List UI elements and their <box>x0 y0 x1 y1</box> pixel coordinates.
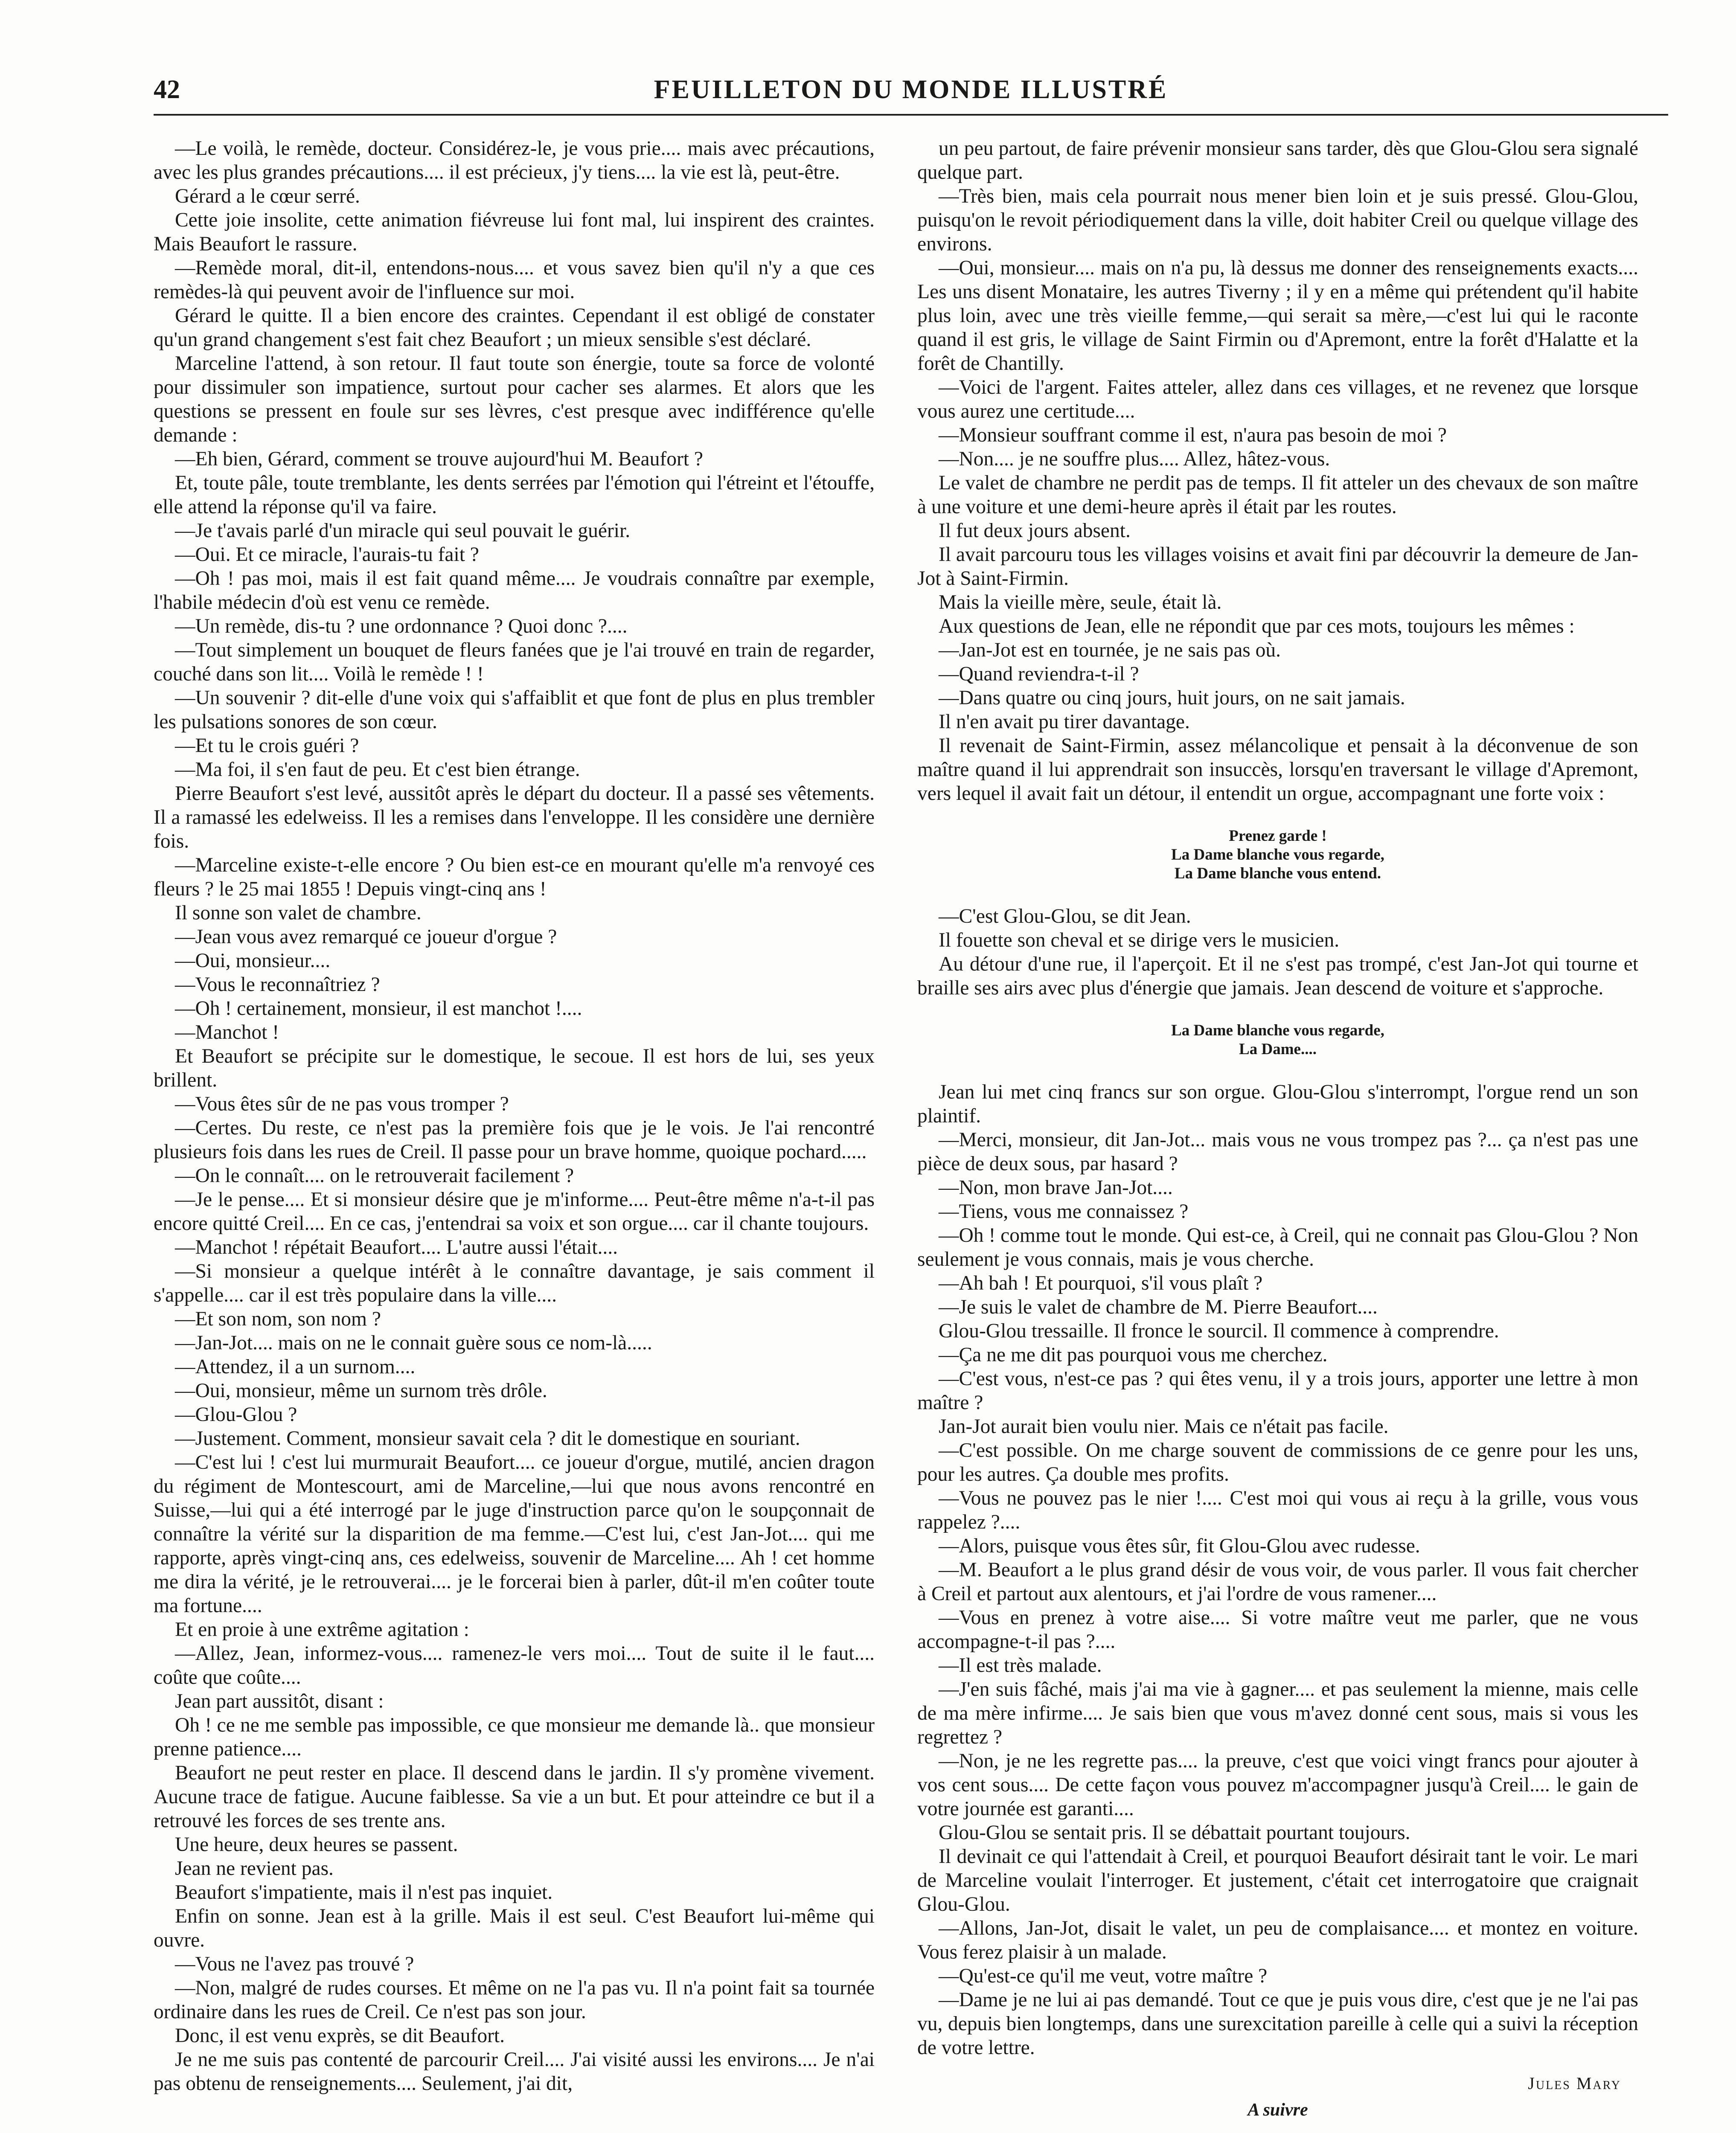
paragraph: Il n'en avait pu tirer davantage. <box>939 711 1190 733</box>
paragraph: —Manchot ! <box>175 1021 279 1043</box>
paragraph: —Je t'avais parlé d'un miracle qui seul pouvait le guérir. <box>175 520 631 542</box>
paragraph: —Et tu le crois guéri ? <box>175 735 359 757</box>
paragraph: Il fouette son cheval et se dirige vers le musicien. <box>939 929 1340 951</box>
paragraph: —C'est possible. On me charge souvent de commissions de ce genre pour les uns, pour les autres. Ça double mes profits. <box>917 1439 1638 1485</box>
paragraph: —Non, mon brave Jan-Jot.... <box>939 1177 1173 1199</box>
paragraph: —Quand reviendra-t-il ? <box>939 663 1139 685</box>
song-verse-1 <box>917 827 1638 883</box>
paragraph: —Certes. Du reste, ce n'est pas la première fois que je le vois. Je l'ai rencontré plusieurs fois dans les rues de Creil. Il passe pour un brave homme, quoique pochard..... <box>154 1117 875 1163</box>
paragraph: —Glou-Glou ? <box>175 1404 297 1426</box>
paragraph: —Vous êtes sûr de ne pas vous tromper ? <box>175 1093 509 1115</box>
paragraph: —Oui, monsieur, même un surnom très drôle. <box>175 1380 547 1402</box>
verse-line: La Dame blanche vous entend. <box>1174 865 1381 882</box>
paragraph: Je ne me suis pas contenté de parcourir Creil.... J'ai visité aussi les environs.... Je n'ai pas obtenu de renseignements.... Seulement, j'ai dit, <box>154 2049 875 2095</box>
paragraph: —Tout simplement un bouquet de fleurs fanées que je l'ai trouvé en train de regarder, couché dans son lit.... Voilà le remède ! ! <box>154 639 875 685</box>
paragraph: —Manchot ! répétait Beaufort.... L'autre aussi l'était.... <box>175 1236 618 1258</box>
author-signature: Jules Mary <box>1528 2074 1621 2093</box>
paragraph: —C'est vous, n'est-ce pas ? qui êtes venu, il y a trois jours, apporter une lettre à mon maître ? <box>917 1368 1638 1414</box>
paragraph: —Non, je ne les regrette pas.... la preuve, c'est que voici vingt francs pour ajouter à vos cent sous.... De cette façon vous pouvez m'accompagner jusqu'à Creil.... le gain de votre journée est garanti.... <box>917 1750 1638 1820</box>
paragraph: —Allons, Jan-Jot, disait le valet, un peu de complaisance.... et montez en voiture. Vous ferez plaisir à un malade. <box>917 1917 1638 1963</box>
paragraph: Jean ne revient pas. <box>175 1857 334 1880</box>
paragraph: —Très bien, mais cela pourrait nous mener bien loin et je suis pressé. Glou-Glou, puisqu'on le revoit périodiquement dans la ville, doit habiter Creil ou quelque village des environs. <box>917 185 1638 255</box>
paragraph: Il sonne son valet de chambre. <box>175 902 422 924</box>
paragraph: —Un souvenir ? dit-elle d'une voix qui s'affaiblit et que font de plus en plus trembler les pulsations sonores de son cœur. <box>154 687 875 733</box>
paragraph: —Jan-Jot est en tournée, je ne sais pas où. <box>939 639 1281 661</box>
paragraph: —Oh ! comme tout le monde. Qui est-ce, à Creil, qui ne connait pas Glou-Glou ? Non seulement je vous connais, mais je vous cherche. <box>917 1224 1638 1270</box>
verse-line: Prenez garde ! <box>1229 827 1327 845</box>
to-be-continued: A suivre <box>1247 2100 1308 2120</box>
paragraph: —C'est Glou-Glou, se dit Jean. <box>939 905 1191 927</box>
paragraph: —Un remède, dis-tu ? une ordonnance ? Quoi donc ?.... <box>175 615 628 637</box>
paragraph: —Oh ! certainement, monsieur, il est manchot !.... <box>175 997 582 1020</box>
verse-line: La Dame blanche vous regarde, <box>1171 1022 1384 1039</box>
paragraph: Il fut deux jours absent. <box>939 520 1131 542</box>
running-title: FEUILLETON DU MONDE ILLUSTRÉ <box>654 75 1168 104</box>
paragraph: —M. Beaufort a le plus grand désir de vous voir, de vous parler. Il vous fait chercher à Creil et partout aux alentours, et j'ai l'ordre de vous ramener.... <box>917 1559 1638 1605</box>
paragraph: un peu partout, de faire prévenir monsieur sans tarder, dès que Glou-Glou sera signalé quelque part. <box>917 137 1638 183</box>
paragraph: —Et son nom, son nom ? <box>175 1308 381 1330</box>
paragraph: —Je suis le valet de chambre de M. Pierre Beaufort.... <box>939 1296 1378 1318</box>
paragraph: Il revenait de Saint-Firmin, assez mélancolique et pensait à la déconvenue de son maître quand il lui apprendrait son insuccès, lorsqu'en traversant le village d'Apremont, vers lequel il avait fait un détour, il entendit un orgue, accompagnant une forte voix : <box>917 735 1638 805</box>
paragraph: —Vous le reconnaîtriez ? <box>175 974 380 996</box>
paragraph: —Attendez, il a un surnom.... <box>175 1356 416 1378</box>
paragraph: —Oui, monsieur.... <box>175 950 331 972</box>
paragraph: Il devinait ce qui l'attendait à Creil, et pourquoi Beaufort désirait tant le voir. Le mari de Marceline voulait l'interroger. Et justement, c'était cet interrogatoire que craignait Glou-Glou. <box>917 1845 1638 1915</box>
paragraph: Aux questions de Jean, elle ne répondit que par ces mots, toujours les mêmes : <box>939 615 1575 637</box>
header-rule <box>154 114 1668 116</box>
paragraph: Gérard le quitte. Il a bien encore des craintes. Cependant il est obligé de constater qu'un grand changement s'est fait chez Beaufort ; un mieux sensible s'est déclaré. <box>154 305 875 351</box>
paragraph: Jean lui met cinq francs sur son orgue. Glou-Glou s'interrompt, l'orgue rend un son plaintif. <box>917 1081 1638 1127</box>
paragraph: —Jan-Jot.... mais on ne le connait guère sous ce nom-là..... <box>175 1332 652 1354</box>
paragraph: —Je le pense.... Et si monsieur désire que je m'informe.... Peut-être même n'a-t-il pas encore quitté Creil.... En ce cas, j'entendrai sa voix et son orgue.... car il chante toujours. <box>154 1189 875 1235</box>
paragraph: —Justement. Comment, monsieur savait cela ? dit le domestique en souriant. <box>175 1427 800 1450</box>
paragraph: —Ma foi, il s'en faut de peu. Et c'est bien étrange. <box>175 758 580 781</box>
paragraph: —Oui. Et ce miracle, l'aurais-tu fait ? <box>175 543 479 566</box>
paragraph: —On le connaît.... on le retrouverait facilement ? <box>175 1165 574 1187</box>
paragraph: —Voici de l'argent. Faites atteler, allez dans ces villages, et ne revenez que lorsque vous aurez une certitude.... <box>917 376 1638 422</box>
paragraph: —Remède moral, dit-il, entendons-nous.... et vous savez bien qu'il n'y a que ces remèdes-là qui peuvent avoir de l'influence sur moi. <box>154 257 875 303</box>
paragraph: Glou-Glou tressaille. Il fronce le sourcil. Il commence à comprendre. <box>939 1320 1499 1342</box>
paragraph: Au détour d'une rue, il l'aperçoit. Et il ne s'est pas trompé, c'est Jan-Jot qui tourne et braille ses airs avec plus d'énergie que jamais. Jean descend de voiture et s'approche. <box>917 953 1638 999</box>
paragraph: —Non.... je ne souffre plus.... Allez, hâtez-vous. <box>939 448 1330 470</box>
paragraph: Enfin on sonne. Jean est à la grille. Mais il est seul. C'est Beaufort lui-même qui ouvre. <box>154 1905 875 1951</box>
paragraph: Une heure, deux heures se passent. <box>175 1834 458 1856</box>
paragraph: —Vous en prenez à votre aise.... Si votre maître veut me parler, que ne vous accompagne-t-il pas ?.... <box>917 1607 1638 1653</box>
paragraph: —Dame je ne lui ai pas demandé. Tout ce que je puis vous dire, c'est que je ne l'ai pas vu, depuis bien longtemps, dans une surexcitation pareille à celle qui a suivi la réception de votre lettre. <box>917 1989 1638 2059</box>
right-column-text-b <box>917 904 1638 1000</box>
paragraph: Et, toute pâle, toute tremblante, les dents serrées par l'émotion qui l'étreint et l'étouffe, elle attend la réponse qu'il va faire. <box>154 472 875 518</box>
paragraph: Marceline l'attend, à son retour. Il faut toute son énergie, toute sa force de volonté pour dissimuler son impatience, surtout pour cacher ses alarmes. Et alors que les questions se pressent en foule sur ses lèvres, c'est presque avec indifférence qu'elle demande : <box>154 352 875 446</box>
paragraph: —Vous ne pouvez pas le nier !.... C'est moi qui vous ai reçu à la grille, vous vous rappelez ?.... <box>917 1487 1638 1533</box>
paragraph: Le valet de chambre ne perdit pas de temps. Il fit atteler un des chevaux de son maître à une voiture et une demi-heure après il était par les routes. <box>917 472 1638 518</box>
paragraph: —Monsieur souffrant comme il est, n'aura pas besoin de moi ? <box>939 424 1447 446</box>
paragraph: —Qu'est-ce qu'il me veut, votre maître ? <box>939 1965 1268 1987</box>
paragraph: —Vous ne l'avez pas trouvé ? <box>175 1953 414 1975</box>
paragraph: —Non, malgré de rudes courses. Et même on ne l'a pas vu. Il n'a point fait sa tournée ordinaire dans les rues de Creil. Ce n'est pas son jour. <box>154 1977 875 2023</box>
paragraph: Jean part aussitôt, disant : <box>175 1690 384 1712</box>
paragraph: Glou-Glou se sentait pris. Il se débattait pourtant toujours. <box>939 1822 1410 1844</box>
page-header <box>154 75 1668 122</box>
paragraph: —Si monsieur a quelque intérêt à le connaître davantage, je sais comment il s'appelle.... car il est très populaire dans la ville.... <box>154 1260 875 1306</box>
paragraph: Et Beaufort se précipite sur le domestique, le secoue. Il est hors de lui, ses yeux brillent. <box>154 1045 875 1091</box>
paragraph: Oh ! ce ne me semble pas impossible, ce que monsieur me demande là.. que monsieur prenne patience.... <box>154 1714 875 1760</box>
paragraph: Donc, il est venu exprès, se dit Beaufort. <box>175 2025 505 2047</box>
right-column-text-c <box>917 1080 1638 2060</box>
paragraph: —Le voilà, le remède, docteur. Considérez-le, je vous prie.... mais avec précautions, avec les plus grandes précautions.... il est précieux, j'y tiens.... la vie est là, peut-être. <box>154 137 875 183</box>
paragraph: —Tiens, vous me connaissez ? <box>939 1200 1189 1223</box>
paragraph: Il avait parcouru tous les villages voisins et avait fini par découvrir la demeure de Jan-Jot à Saint-Firmin. <box>917 543 1638 590</box>
paragraph: Pierre Beaufort s'est levé, aussitôt après le départ du docteur. Il a passé ses vêtements. Il a ramassé les edelweiss. Il les a remises dans l'enveloppe. Il les considère une dernière fois. <box>154 782 875 852</box>
paragraph: Beaufort ne peut rester en place. Il descend dans le jardin. Il s'y promène vivement. Aucune trace de fatigue. Aucune faiblesse. Sa vie a un but. Et pour atteindre ce but il a retrouvé les forces de ses trente ans. <box>154 1762 875 1832</box>
paragraph: —Alors, puisque vous êtes sûr, fit Glou-Glou avec rudesse. <box>939 1535 1420 1557</box>
paragraph: —Dans quatre ou cinq jours, huit jours, on ne sait jamais. <box>939 687 1405 709</box>
paragraph: Mais la vieille mère, seule, était là. <box>939 591 1222 613</box>
paragraph: —J'en suis fâché, mais j'ai ma vie à gagner.... et pas seulement la mienne, mais celle de ma mère infirme.... Je sais bien que vous m'avez donné cent sous, mais si vous les regrettez ? <box>917 1678 1638 1748</box>
paragraph: —Marceline existe-t-elle encore ? Ou bien est-ce en mourant qu'elle m'a renvoyé ces fleurs ? le 25 mai 1855 ! Depuis vingt-cinq ans ! <box>154 854 875 900</box>
paragraph: —Allez, Jean, informez-vous.... ramenez-le vers moi.... Tout de suite il le faut.... coûte que coûte.... <box>154 1642 875 1688</box>
paragraph: Beaufort s'impatiente, mais il n'est pas inquiet. <box>175 1881 553 1903</box>
paragraph: —Oh ! pas moi, mais il est fait quand même.... Je voudrais connaître par exemple, l'habile médecin d'où est venu ce remède. <box>154 567 875 613</box>
paragraph: Jan-Jot aurait bien voulu nier. Mais ce n'était pas facile. <box>939 1415 1389 1438</box>
paragraph: —Oui, monsieur.... mais on n'a pu, là dessus me donner des renseignements exacts.... Les uns disent Monataire, les autres Tiverny ; il y en a même qui prétendent qu'il habite plus loin, avec une très vieille femme,—qui serait sa mère,—c'est lui qui le raconte quand il est gris, le village de Saint Firmin ou d'Apremont, entre la forêt d'Halatte et la forêt de Chantilly. <box>917 257 1638 375</box>
paragraph: Cette joie insolite, cette animation fiévreuse lui font mal, lui inspirent des craintes. Mais Beaufort le rassure. <box>154 209 875 255</box>
paragraph: —Eh bien, Gérard, comment se trouve aujourd'hui M. Beaufort ? <box>175 448 703 470</box>
right-column <box>917 137 1638 2133</box>
page-number: 42 <box>154 75 180 104</box>
paragraph: —C'est lui ! c'est lui murmurait Beaufort.... ce joueur d'orgue, mutilé, ancien dragon du régiment de Montescourt, ami de Marceline,—lui que nous avons rencontré en Suisse,—lui qui a été interrogé par le juge d'instruction parce qu'on le soupçonnait de connaître la vérité sur la disparition de ma femme.—C'est lui, c'est Jan-Jot.... qui me rapporte, après vingt-cinq ans, ces edelweiss, souvenir de Marceline.... Ah ! cet homme me dira la vérité, je le retrouverai.... je le forcerai bien à parler, dût-il m'en coûter toute ma fortune.... <box>154 1451 875 1617</box>
paragraph: Gérard a le cœur serré. <box>175 185 360 207</box>
paragraph: Et en proie à une extrême agitation : <box>175 1619 469 1641</box>
verse-line: La Dame blanche vous regarde, <box>1171 846 1384 863</box>
paragraph: —Merci, monsieur, dit Jan-Jot... mais vous ne vous trompez pas ?... ça n'est pas une pièce de deux sous, par hasard ? <box>917 1129 1638 1175</box>
left-column <box>154 137 875 2133</box>
paragraph: —Ah bah ! Et pourquoi, s'il vous plaît ? <box>939 1272 1263 1294</box>
right-column-text-a <box>917 137 1638 805</box>
paragraph: —Ça ne me dit pas pourquoi vous me cherchez. <box>939 1344 1328 1366</box>
paragraph: —Il est très malade. <box>939 1654 1102 1677</box>
song-verse-2 <box>917 1021 1638 1059</box>
verse-line: La Dame.... <box>1239 1040 1317 1058</box>
paragraph: —Jean vous avez remarqué ce joueur d'orgue ? <box>175 926 557 948</box>
